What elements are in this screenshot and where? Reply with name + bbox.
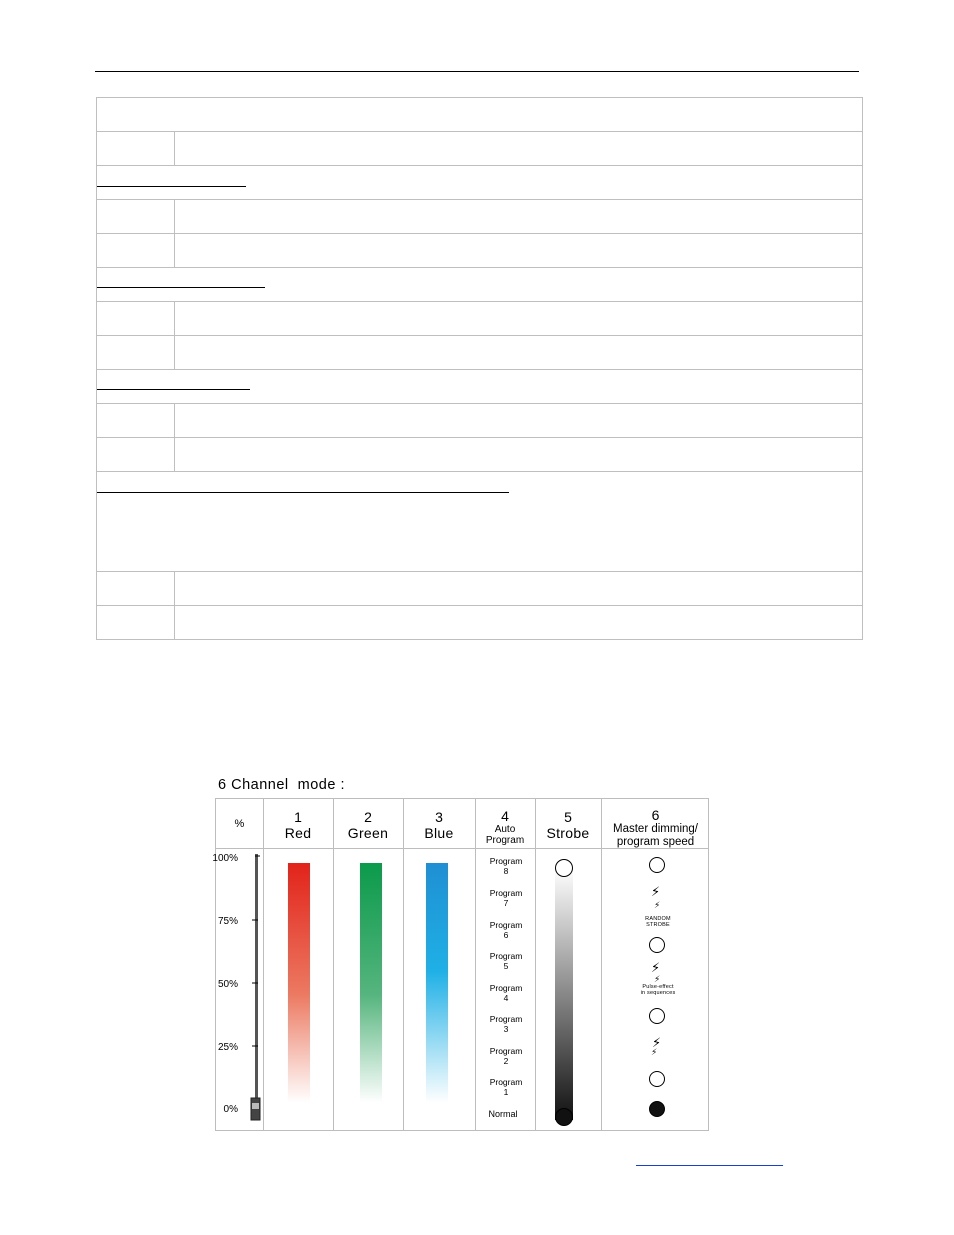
header-channel-3: 3 Blue <box>424 809 454 841</box>
section-heading-underline <box>97 492 509 493</box>
lightning-icon: ⚡ <box>654 900 661 910</box>
table-row-divider <box>97 233 862 234</box>
spec-table <box>96 97 863 640</box>
strobe-open-circle <box>556 860 573 877</box>
table-row-divider <box>97 165 862 166</box>
tick-label-100: 100% <box>212 853 238 864</box>
ch6-filled-circle <box>649 1101 665 1117</box>
lightning-icon: ⚡ <box>651 960 661 975</box>
program-normal-label: Normal <box>488 1109 518 1119</box>
fader-knob-highlight <box>252 1103 259 1109</box>
tick-label-25: 25% <box>217 1042 238 1053</box>
program-label: Program 2 <box>489 1046 523 1066</box>
pulse-effect-label: Pulse-effect in sequences <box>640 984 676 996</box>
ch6-open-circle <box>649 937 665 953</box>
table-row-divider <box>97 369 862 370</box>
table-row-divider <box>97 131 862 132</box>
table-row-divider <box>97 301 862 302</box>
header-channel-2: 2 Green <box>347 809 389 841</box>
table-row-divider <box>97 199 862 200</box>
fader-track <box>255 854 258 1120</box>
table-row-divider <box>97 403 862 404</box>
ch6-open-circle <box>649 857 665 873</box>
program-label: Program 8 <box>489 856 523 876</box>
table-row-divider <box>97 335 862 336</box>
section-heading-underline <box>97 389 250 390</box>
table-row-divider <box>97 267 862 268</box>
header-channel-1: 1 Red <box>284 809 312 841</box>
program-label: Program 3 <box>489 1014 523 1034</box>
strobe-bar <box>555 868 573 1120</box>
strobe-filled-circle <box>556 1109 573 1126</box>
program-label: Program 4 <box>489 983 523 1003</box>
program-label: Program 6 <box>489 920 523 940</box>
tick-label-0: 0% <box>223 1104 238 1115</box>
random-strobe-label: RANDOM STROBE <box>645 916 671 928</box>
section-heading-underline <box>97 287 265 288</box>
table-col-divider <box>174 131 175 165</box>
header-channel-6: 6 Master dimming/ program speed <box>613 807 698 848</box>
header-rule <box>95 71 859 72</box>
lightning-icon: ⚡ <box>651 884 661 899</box>
tick-label-50: 50% <box>217 979 238 990</box>
table-row-divider <box>97 605 862 606</box>
header-channel-4: 4 Auto Program <box>485 808 525 846</box>
red-bar <box>288 863 310 1103</box>
tick-label-75: 75% <box>217 916 238 927</box>
table-row-divider <box>97 571 862 572</box>
green-bar <box>360 863 382 1103</box>
table-row-divider <box>97 471 862 472</box>
section-heading-underline <box>97 186 246 187</box>
table-row-divider <box>97 437 862 438</box>
footer-link-underline[interactable] <box>636 1165 783 1166</box>
header-channel-5: 5 Strobe <box>546 809 590 841</box>
blue-bar <box>426 863 448 1103</box>
program-label: Program 5 <box>489 951 523 971</box>
program-label: Program 7 <box>489 888 523 908</box>
chart-title: 6 Channel mode : <box>218 777 345 793</box>
channel-chart <box>212 798 709 1131</box>
lightning-icon: ⚡ <box>652 1035 662 1050</box>
ch6-open-circle <box>649 1008 665 1024</box>
header-percent: % <box>234 818 245 830</box>
program-label: Program 1 <box>489 1077 523 1097</box>
lightning-icon: ⚡ <box>654 974 661 984</box>
ch6-open-circle <box>649 1071 665 1087</box>
lightning-icon: ⚡ <box>651 1047 658 1057</box>
